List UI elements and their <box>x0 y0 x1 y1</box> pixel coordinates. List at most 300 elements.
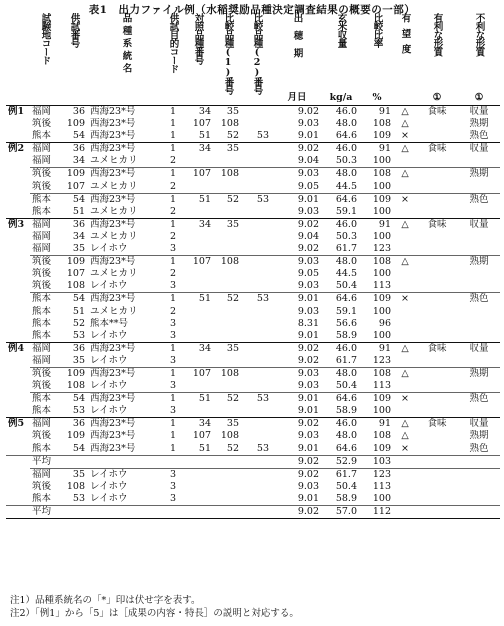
ratio-cell: 123 <box>372 243 391 255</box>
header-yield-unit: kg/a <box>329 91 353 103</box>
site-cell: 筑後 <box>32 118 52 130</box>
purpose-cell: 1 <box>164 367 182 380</box>
bad-trait-cell <box>458 405 500 418</box>
results-table <box>6 13 500 519</box>
table-row <box>6 342 500 355</box>
variety-cell: レイホウ <box>90 243 128 255</box>
comp1-cell <box>214 380 242 393</box>
comp2-cell <box>242 405 272 418</box>
yield-cell: 56.6 <box>335 317 357 329</box>
supply-no-cell: 108 <box>66 380 85 392</box>
bad-trait-cell: 熟色 <box>469 442 489 454</box>
variety-cell: 西海23*号 <box>88 106 164 119</box>
ratio-cell: 112 <box>360 506 394 519</box>
example-label <box>6 268 30 280</box>
good-trait-cell: 食味 <box>416 342 458 355</box>
yield-cell: 57.0 <box>322 506 360 519</box>
promise-cell: △ <box>394 168 416 181</box>
bad-trait-cell <box>458 468 500 481</box>
example-label <box>6 318 30 330</box>
check-no-cell: 107 <box>192 430 211 442</box>
comp2-cell: 53 <box>256 442 269 454</box>
example-label <box>6 493 30 506</box>
site-cell: 福岡 <box>30 418 60 431</box>
table-row <box>6 481 500 493</box>
table-row <box>6 468 500 481</box>
promise-cell <box>394 493 416 506</box>
ratio-cell: 113 <box>372 280 391 292</box>
ratio-cell: 103 <box>360 455 394 468</box>
purpose-cell: 3 <box>169 405 177 417</box>
supply-no-cell: 35 <box>72 354 85 366</box>
promise-cell <box>394 506 416 519</box>
example-label <box>6 380 30 393</box>
ratio-cell: 108 <box>360 367 394 380</box>
example-label <box>6 430 30 442</box>
variety-cell: ユメヒカリ <box>90 180 138 192</box>
yield-cell: 58.9 <box>335 405 357 417</box>
heading-date-cell: 9.04 <box>297 155 319 167</box>
bad-trait-cell <box>458 355 500 368</box>
header-heading: 出穂期 <box>291 13 303 66</box>
site-cell: 筑後 <box>32 480 52 492</box>
yield-cell: 48.0 <box>322 367 360 380</box>
example-label <box>6 231 30 243</box>
table-row <box>6 443 500 456</box>
purpose-cell: 3 <box>169 317 177 329</box>
header-promise: 有望度 <box>399 13 411 60</box>
comp2-cell <box>242 181 272 194</box>
good-trait-cell <box>416 380 458 393</box>
check-no-cell <box>182 181 214 194</box>
good-trait-cell: 食味 <box>416 143 458 156</box>
site-cell: 熊本 <box>32 442 52 454</box>
example-label <box>6 243 30 256</box>
variety-cell: レイホウ <box>90 480 128 492</box>
table-row <box>6 506 500 519</box>
variety-cell: 西海23*号 <box>88 256 164 269</box>
comp2-cell <box>242 506 272 519</box>
variety-cell <box>88 506 164 519</box>
comp2-cell <box>242 355 272 368</box>
variety-cell: ユメヒカリ <box>90 305 138 317</box>
example-label <box>6 443 30 456</box>
header-supply-no: 供試番号 <box>68 13 80 47</box>
table-row <box>6 243 500 256</box>
bad-trait-cell: 収量 <box>458 218 500 231</box>
comp2-cell <box>242 218 272 231</box>
site-cell: 福岡 <box>30 218 60 231</box>
check-no-cell <box>182 306 214 318</box>
site-cell: 熊本 <box>32 205 52 217</box>
comp2-cell <box>242 143 272 156</box>
good-trait-cell <box>416 405 458 418</box>
yield-cell: 50.3 <box>335 155 357 167</box>
good-trait-cell <box>416 256 458 269</box>
comp1-cell <box>214 231 242 243</box>
table-row <box>6 118 500 130</box>
promise-cell <box>394 181 416 194</box>
purpose-cell: 1 <box>164 293 182 306</box>
supply-no-cell: 35 <box>72 243 85 255</box>
comp2-cell <box>242 367 272 380</box>
heading-date-cell: 9.03 <box>297 430 319 442</box>
ratio-cell: 100 <box>372 205 391 217</box>
heading-date-cell: 9.01 <box>272 193 322 206</box>
purpose-cell: 3 <box>169 380 177 392</box>
site-cell: 熊本 <box>32 317 52 329</box>
comp1-cell <box>214 455 242 468</box>
promise-cell <box>394 355 416 368</box>
bad-trait-cell <box>458 455 500 468</box>
bad-trait-cell: 収量 <box>458 342 500 355</box>
variety-cell: レイホウ <box>90 354 128 366</box>
good-trait-cell <box>416 430 458 442</box>
yield-cell: 64.6 <box>322 293 360 306</box>
header-purpose: 供試目的コード <box>167 13 179 73</box>
purpose-cell <box>164 455 182 468</box>
bad-trait-cell <box>458 206 500 219</box>
bad-trait-cell <box>458 481 500 493</box>
ratio-cell: 109 <box>360 393 394 406</box>
example-label <box>6 193 30 206</box>
table-row <box>6 380 500 393</box>
ratio-cell: 123 <box>372 354 391 366</box>
promise-cell: △ <box>394 218 416 231</box>
good-trait-cell <box>416 206 458 219</box>
comp2-cell <box>242 330 272 343</box>
check-no-cell: 34 <box>182 143 214 156</box>
table-row <box>6 106 500 119</box>
comp1-cell <box>214 318 242 330</box>
example-label <box>6 481 30 493</box>
good-trait-cell <box>416 280 458 293</box>
site-cell: 筑後 <box>32 380 52 392</box>
example-label <box>6 130 30 143</box>
header-variety: 品種系統名 <box>120 13 132 76</box>
ratio-cell: 100 <box>372 405 391 417</box>
yield-cell: 50.4 <box>335 380 357 392</box>
comp2-cell <box>242 231 272 243</box>
variety-cell: レイホウ <box>90 280 128 292</box>
check-no-cell: 51 <box>182 393 214 406</box>
promise-cell <box>394 405 416 418</box>
ratio-cell: 91 <box>360 106 394 119</box>
yield-cell: 58.9 <box>335 492 357 504</box>
supply-no-cell: 52 <box>72 317 85 329</box>
ratio-cell: 100 <box>372 155 391 167</box>
promise-cell <box>394 268 416 280</box>
promise-cell <box>394 468 416 481</box>
site-cell: 福岡 <box>30 468 60 481</box>
yield-cell: 64.6 <box>322 393 360 406</box>
comp1-cell: 52 <box>226 442 239 454</box>
variety-cell: 西海23*号 <box>88 293 164 306</box>
purpose-cell: 1 <box>164 342 182 355</box>
variety-cell: 西海23*号 <box>88 393 164 406</box>
table-row <box>6 418 500 431</box>
heading-date-cell: 9.05 <box>297 268 319 280</box>
table-title: 表1 出力ファイル例（水稲奨励品種決定調査結果の概要の一部） <box>88 4 416 16</box>
table-row <box>6 393 500 406</box>
yield-cell: 44.5 <box>335 268 357 280</box>
comp1-cell <box>214 506 242 519</box>
comp2-cell <box>242 168 272 181</box>
promise-cell <box>394 330 416 343</box>
purpose-cell: 1 <box>169 130 177 142</box>
heading-date-cell: 9.03 <box>297 380 319 392</box>
footnote-1: 注1）品種系統名の「*」印は伏せ字を表す。 <box>10 595 201 606</box>
check-no-cell <box>182 355 214 368</box>
variety-cell: ユメヒカリ <box>90 268 138 280</box>
site-cell: 平均 <box>30 455 60 468</box>
variety-cell: 西海23*号 <box>88 218 164 231</box>
check-no-cell <box>182 243 214 256</box>
heading-date-cell: 9.01 <box>272 393 322 406</box>
ratio-cell: 91 <box>360 218 394 231</box>
heading-date-cell: 9.01 <box>297 405 319 417</box>
table-row <box>6 430 500 442</box>
comp2-cell <box>242 342 272 355</box>
good-trait-cell <box>416 367 458 380</box>
heading-date-cell: 9.02 <box>297 354 319 366</box>
yield-cell: 59.1 <box>335 205 357 217</box>
supply-no-cell: 34 <box>72 155 85 167</box>
purpose-cell: 1 <box>164 143 182 156</box>
check-no-cell <box>182 155 214 168</box>
supply-no-cell: 108 <box>66 480 85 492</box>
check-no-cell: 34 <box>182 418 214 431</box>
promise-cell: △ <box>401 118 409 130</box>
bad-trait-cell: 収量 <box>458 143 500 156</box>
site-cell: 筑後 <box>32 280 52 292</box>
yield-cell: 48.0 <box>335 430 357 442</box>
example-label <box>6 306 30 318</box>
purpose-cell: 1 <box>164 168 182 181</box>
heading-date-cell: 9.02 <box>272 106 322 119</box>
ratio-cell: 100 <box>372 305 391 317</box>
table-row <box>6 256 500 269</box>
example-label <box>6 293 30 306</box>
check-no-cell <box>182 231 214 243</box>
yield-cell: 59.1 <box>335 305 357 317</box>
yield-cell: 61.7 <box>335 354 357 366</box>
check-no-cell: 51 <box>182 293 214 306</box>
bad-trait-cell <box>458 506 500 519</box>
ratio-cell: 96 <box>378 317 391 329</box>
bad-trait-cell <box>458 231 500 243</box>
yield-cell: 64.6 <box>335 130 357 142</box>
heading-date-cell: 9.04 <box>297 230 319 242</box>
table-row <box>6 193 500 206</box>
header-comp1: 比較品種(1)番号 <box>222 13 234 94</box>
bad-trait-cell <box>458 181 500 194</box>
ratio-cell: 100 <box>372 492 391 504</box>
comp1-cell: 52 <box>226 130 239 142</box>
footnote-2: 注2）「例1」から「5」は［成果の内容・特長］の説明と対応する。 <box>10 608 299 619</box>
header-bad-unit: ① <box>474 91 484 103</box>
good-trait-cell <box>416 181 458 194</box>
comp2-cell <box>242 118 272 130</box>
heading-date-cell: 9.03 <box>272 168 322 181</box>
bad-trait-cell: 熟色 <box>469 130 489 142</box>
check-no-cell: 51 <box>198 130 211 142</box>
yield-cell: 52.9 <box>322 455 360 468</box>
purpose-cell: 2 <box>169 155 177 167</box>
bad-trait-cell <box>458 380 500 393</box>
comp1-cell: 108 <box>214 168 242 181</box>
promise-cell <box>394 306 416 318</box>
table-row <box>6 455 500 468</box>
supply-no-cell: 109 <box>66 118 85 130</box>
table-row <box>6 268 500 280</box>
promise-cell: × <box>401 442 409 454</box>
example-label <box>6 206 30 219</box>
example-label <box>6 367 30 380</box>
heading-date-cell: 9.01 <box>297 442 319 454</box>
supply-no-cell: 36 <box>60 218 88 231</box>
variety-cell: 西海23*号 <box>88 193 164 206</box>
promise-cell: △ <box>394 256 416 269</box>
check-no-cell: 107 <box>182 256 214 269</box>
supply-no-cell: 109 <box>60 168 88 181</box>
example-label: 例4 <box>6 342 30 355</box>
good-trait-cell <box>416 293 458 306</box>
promise-cell <box>394 243 416 256</box>
comp2-cell <box>242 268 272 280</box>
purpose-cell: 3 <box>169 480 177 492</box>
comp1-cell <box>214 280 242 293</box>
promise-cell: × <box>394 393 416 406</box>
check-no-cell: 34 <box>182 342 214 355</box>
check-no-cell: 34 <box>182 218 214 231</box>
comp1-cell: 108 <box>214 256 242 269</box>
promise-cell: × <box>394 193 416 206</box>
check-no-cell <box>182 268 214 280</box>
comp2-cell <box>242 318 272 330</box>
heading-date-cell: 9.02 <box>272 342 322 355</box>
example-label: 例2 <box>6 143 30 156</box>
table-row <box>6 306 500 318</box>
comp1-cell: 35 <box>214 342 242 355</box>
variety-cell: 西海23*号 <box>88 168 164 181</box>
footnotes <box>10 594 299 620</box>
supply-no-cell: 36 <box>60 143 88 156</box>
site-cell: 福岡 <box>32 230 52 242</box>
table-row <box>6 155 500 168</box>
variety-cell: レイホウ <box>90 492 128 504</box>
header-check-no: 対照品種番号 <box>192 13 204 64</box>
supply-no-cell: 36 <box>60 418 88 431</box>
good-trait-cell <box>416 243 458 256</box>
purpose-cell: 1 <box>169 430 177 442</box>
header-yield: 玄米収量 <box>335 13 347 47</box>
site-cell: 熊本 <box>32 492 52 504</box>
site-cell: 筑後 <box>32 430 52 442</box>
bad-trait-cell: 熟色 <box>458 293 500 306</box>
supply-no-cell: 54 <box>60 393 88 406</box>
check-no-cell <box>182 330 214 343</box>
example-label: 例5 <box>6 418 30 431</box>
example-label <box>6 405 30 418</box>
promise-cell <box>394 280 416 293</box>
comp2-cell <box>242 481 272 493</box>
table-row <box>6 181 500 194</box>
ratio-cell: 100 <box>372 268 391 280</box>
heading-date-cell: 9.01 <box>297 130 319 142</box>
bad-trait-cell <box>458 268 500 280</box>
yield-cell: 50.4 <box>335 280 357 292</box>
heading-date-cell: 9.02 <box>272 418 322 431</box>
purpose-cell: 2 <box>169 268 177 280</box>
yield-cell: 61.7 <box>335 243 357 255</box>
table-row <box>6 293 500 306</box>
purpose-cell: 1 <box>164 193 182 206</box>
yield-cell: 46.0 <box>322 418 360 431</box>
example-label <box>6 181 30 194</box>
check-no-cell: 34 <box>182 106 214 119</box>
yield-cell: 46.0 <box>322 342 360 355</box>
ratio-cell: 108 <box>372 118 391 130</box>
promise-cell: △ <box>394 367 416 380</box>
check-no-cell <box>182 506 214 519</box>
site-cell: 熊本 <box>32 329 52 341</box>
purpose-cell <box>164 506 182 519</box>
site-cell: 熊本 <box>30 393 60 406</box>
variety-cell: 西海23*号 <box>88 143 164 156</box>
yield-cell: 48.0 <box>322 168 360 181</box>
promise-cell <box>394 455 416 468</box>
site-cell: 福岡 <box>32 354 52 366</box>
site-cell: 熊本 <box>30 193 60 206</box>
supply-no-cell: 53 <box>72 329 85 341</box>
supply-no-cell: 109 <box>60 367 88 380</box>
promise-cell: × <box>394 293 416 306</box>
check-no-cell <box>182 468 214 481</box>
yield-cell: 48.0 <box>335 118 357 130</box>
header-heading-unit: 月日 <box>287 91 307 103</box>
check-no-cell <box>182 405 214 418</box>
variety-cell: ユメヒカリ <box>90 230 138 242</box>
comp1-cell: 52 <box>214 193 242 206</box>
bad-trait-cell: 熟期 <box>458 367 500 380</box>
site-cell: 熊本 <box>30 293 60 306</box>
heading-date-cell: 9.01 <box>297 492 319 504</box>
variety-cell: 西海23*号 <box>88 418 164 431</box>
example-label <box>6 330 30 343</box>
ratio-cell: 109 <box>360 293 394 306</box>
comp1-cell <box>214 481 242 493</box>
comp2-cell: 53 <box>242 293 272 306</box>
comp2-cell <box>242 106 272 119</box>
variety-cell: 西海23*号 <box>90 442 136 454</box>
comp2-cell <box>242 493 272 506</box>
check-no-cell: 51 <box>182 193 214 206</box>
comp2-cell <box>242 206 272 219</box>
comp1-cell <box>214 355 242 368</box>
comp1-cell <box>214 206 242 219</box>
bad-trait-cell: 収量 <box>458 106 500 119</box>
heading-date-cell: 9.03 <box>297 205 319 217</box>
purpose-cell: 3 <box>169 492 177 504</box>
example-label <box>6 455 30 468</box>
comp1-cell: 52 <box>214 293 242 306</box>
supply-no-cell: 54 <box>72 442 85 454</box>
good-trait-cell <box>416 168 458 181</box>
purpose-cell: 1 <box>164 218 182 231</box>
bad-trait-cell: 熟色 <box>458 393 500 406</box>
yield-cell: 44.5 <box>335 180 357 192</box>
